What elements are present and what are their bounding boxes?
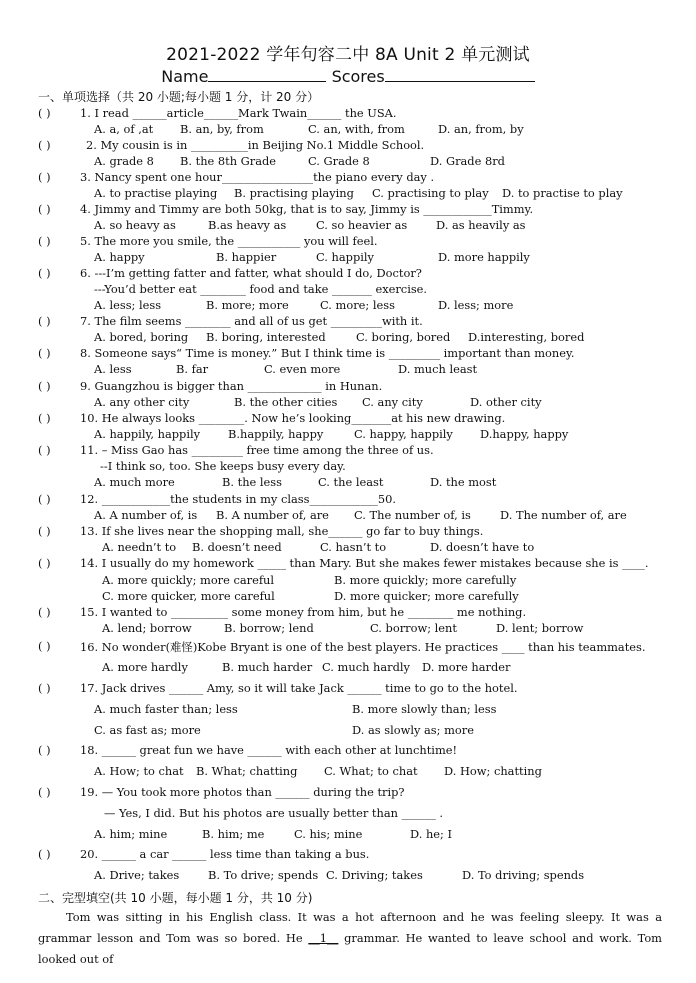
option-d: D. an, from, by — [438, 122, 524, 136]
answer-paren[interactable]: ( ) — [38, 138, 51, 152]
option-c: C. an, with, from — [308, 122, 405, 136]
cloze-blank-1[interactable]: __1__ — [308, 931, 339, 945]
question-stem: 9. Guangzhou is bigger than _____________ in Hunan. — [80, 379, 383, 393]
option-c: C. much hardly — [322, 660, 410, 674]
option-b: B. the less — [222, 475, 282, 489]
question-stem: 14. I usually do my homework _____ than Mary. But she makes fewer mistakes because she is ____. — [80, 556, 649, 570]
option-b: B.happily, happy — [228, 427, 324, 441]
option-a: A. A number of, is — [94, 508, 198, 522]
option-a: A. less; less — [94, 298, 162, 312]
question-stem-continued: — Yes, I did. But his photos are usually better than ______ . — [104, 806, 444, 820]
option-c: C. The number of, is — [354, 508, 471, 522]
name-scores-line — [0, 66, 696, 86]
option-b: B. practising playing — [234, 186, 354, 200]
answer-paren[interactable]: ( ) — [38, 639, 51, 653]
option-d: D. The number of, are — [500, 508, 627, 522]
scores-label: Scores — [331, 67, 385, 86]
option-d: D. as heavily as — [436, 218, 526, 232]
option-a: A. bored, boring — [94, 330, 189, 344]
question-stem: 6. ---I’m getting fatter and fatter, what should I do, Doctor? — [80, 266, 422, 280]
option-a: A. much faster than; less — [94, 702, 238, 716]
option-d: D. to practise to play — [502, 186, 623, 200]
option-b: B. more; more — [206, 298, 289, 312]
question-stem: 4. Jimmy and Timmy are both 50kg, that is to say, Jimmy is ____________Timmy. — [80, 202, 534, 216]
option-d: D. other city — [470, 395, 542, 409]
option-b: B. To drive; spends — [208, 868, 319, 882]
page-title: 2021-2022 学年句容二中 8A Unit 2 单元测试 — [166, 45, 530, 65]
option-d: D. Grade 8rd — [430, 154, 505, 168]
option-b: B.as heavy as — [208, 218, 287, 232]
option-a: A. happy — [94, 250, 145, 264]
option-c: C. borrow; lent — [370, 621, 457, 635]
option-c: C. the least — [318, 475, 384, 489]
option-b: B. more slowly than; less — [352, 702, 497, 716]
question-stem: 3. Nancy spent one hour________________the piano every day . — [80, 170, 435, 184]
option-b: B. A number of, are — [216, 508, 329, 522]
passage-text: grammar. He wanted to leave school and work. Tom looked out of — [38, 931, 662, 966]
cloze-passage — [38, 907, 662, 970]
answer-paren[interactable]: ( ) — [38, 524, 51, 538]
option-c: C. hasn’t to — [320, 540, 387, 554]
option-a: A. lend; borrow — [102, 621, 192, 635]
option-a: A. a, of ,at — [94, 122, 154, 136]
option-b: B. the 8th Grade — [180, 154, 277, 168]
option-d: D. more harder — [422, 660, 511, 674]
option-c: C. happy, happily — [354, 427, 453, 441]
passage-text: Tom was sitting in his English class. It was a hot afternoon and he was feeling sleepy. It was a grammar lesson and Tom was so bored. He — [38, 910, 662, 945]
question-stem: 13. If she lives near the shopping mall, she______ go far to buy things. — [80, 524, 484, 538]
option-a: A. much more — [94, 475, 175, 489]
question-stem: 12. ____________the students in my class____________50. — [80, 492, 396, 506]
answer-paren[interactable]: ( ) — [38, 785, 51, 799]
question-stem: 16. No wonder(难怪)Kobe Bryant is one of the best players. He practices ____ than his teammates. — [80, 640, 646, 654]
option-b: B. the other cities — [234, 395, 338, 409]
question-stem: 7. The film seems ________ and all of us get _________with it. — [80, 314, 423, 328]
question-stem: 15. I wanted to __________ some money from him, but he ________ me nothing. — [80, 605, 527, 619]
option-c: C. more quicker, more careful — [102, 589, 275, 603]
question-stem-continued: --I think so, too. She keeps busy every day. — [100, 459, 346, 473]
option-d: D. he; I — [410, 827, 453, 841]
option-c: C. his; mine — [294, 827, 363, 841]
option-b: B. more quickly; more carefully — [334, 573, 517, 587]
question-stem: 19. — You took more photos than ______ during the trip? — [80, 785, 405, 799]
option-c: C. Driving; takes — [326, 868, 423, 882]
option-d: D. the most — [430, 475, 497, 489]
option-a: A. How; to chat — [94, 764, 184, 778]
answer-paren[interactable]: ( ) — [38, 411, 51, 425]
option-a: A. more quickly; more careful — [102, 573, 275, 587]
option-d: D. doesn’t have to — [430, 540, 535, 554]
option-b: B. far — [176, 362, 209, 376]
option-d: D.happy, happy — [480, 427, 569, 441]
name-blank[interactable] — [208, 66, 326, 82]
option-c: C. What; to chat — [324, 764, 418, 778]
option-a: A. him; mine — [94, 827, 168, 841]
question-stem: 2. My cousin is in __________in Beijing No.1 Middle School. — [86, 138, 425, 152]
option-c: C. happily — [316, 250, 374, 264]
section-2-heading: 二、完型填空(共 10 小题，每小题 1 分，共 10 分) — [38, 891, 313, 905]
question-stem: 1. I read ______article______Mark Twain______ the USA. — [80, 106, 397, 120]
option-a: A. grade 8 — [94, 154, 154, 168]
option-b: B. borrow; lend — [224, 621, 314, 635]
option-d: D. lent; borrow — [496, 621, 584, 635]
name-label: Name — [161, 67, 209, 86]
answer-paren[interactable]: ( ) — [38, 170, 51, 184]
option-b: B. boring, interested — [206, 330, 326, 344]
option-b: B. much harder — [222, 660, 313, 674]
option-a: A. to practise playing — [94, 186, 218, 200]
option-c: C. as fast as; more — [94, 723, 201, 737]
question-stem: 5. The more you smile, the ___________ you will feel. — [80, 234, 378, 248]
question-stem: 20. ______ a car ______ less time than taking a bus. — [80, 847, 370, 861]
option-c: C. so heavier as — [316, 218, 408, 232]
answer-paren[interactable]: ( ) — [38, 314, 51, 328]
option-d: D. How; chatting — [444, 764, 542, 778]
question-stem: 8. Someone says“ Time is money.” But I think time is _________ important than money. — [80, 346, 575, 360]
option-d: D. more quicker; more carefully — [334, 589, 519, 603]
option-d: D. as slowly as; more — [352, 723, 474, 737]
question-stem: 10. He always looks ________. Now he’s looking_______at his new drawing. — [80, 411, 506, 425]
option-a: A. more hardly — [102, 660, 188, 674]
answer-paren[interactable]: ( ) — [38, 556, 51, 570]
option-b: B. What; chatting — [196, 764, 298, 778]
option-a: A. so heavy as — [94, 218, 176, 232]
option-c: C. any city — [362, 395, 423, 409]
option-a: A. needn’t to — [102, 540, 177, 554]
answer-paren[interactable]: ( ) — [38, 202, 51, 216]
answer-paren[interactable]: ( ) — [38, 847, 51, 861]
option-d: D.interesting, bored — [468, 330, 585, 344]
answer-paren[interactable]: ( ) — [38, 379, 51, 393]
question-stem: 17. Jack drives ______ Amy, so it will take Jack ______ time to go to the hotel. — [80, 681, 518, 695]
answer-paren[interactable]: ( ) — [38, 443, 51, 457]
option-c: C. even more — [264, 362, 341, 376]
option-b: B. doesn’t need — [192, 540, 282, 554]
option-b: B. happier — [216, 250, 277, 264]
question-stem-continued: ---You’d better eat ________ food and take _______ exercise. — [94, 282, 428, 296]
answer-paren[interactable]: ( ) — [38, 681, 51, 695]
question-stem: 18. ______ great fun we have ______ with each other at lunchtime! — [80, 743, 458, 757]
answer-paren[interactable]: ( ) — [38, 492, 51, 506]
answer-paren[interactable]: ( ) — [38, 266, 51, 280]
option-a: A. any other city — [94, 395, 190, 409]
answer-paren[interactable]: ( ) — [38, 743, 51, 757]
option-a: A. happily, happily — [94, 427, 201, 441]
option-d: D. more happily — [438, 250, 530, 264]
section-1-heading: 一、单项选择（共 20 小题;每小题 1 分，计 20 分） — [38, 90, 320, 104]
option-c: C. practising to play — [372, 186, 489, 200]
option-a: A. Drive; takes — [94, 868, 180, 882]
option-d: D. less; more — [438, 298, 514, 312]
option-b: B. an, by, from — [180, 122, 264, 136]
answer-paren[interactable]: ( ) — [38, 106, 51, 120]
option-d: D. much least — [398, 362, 478, 376]
answer-paren[interactable]: ( ) — [38, 234, 51, 248]
option-a: A. less — [94, 362, 132, 376]
answer-paren[interactable]: ( ) — [38, 346, 51, 360]
option-c: C. boring, bored — [356, 330, 451, 344]
option-c: C. more; less — [320, 298, 395, 312]
answer-paren[interactable]: ( ) — [38, 605, 51, 619]
question-stem: 11. – Miss Gao has _________ free time among the three of us. — [80, 443, 434, 457]
option-c: C. Grade 8 — [308, 154, 370, 168]
option-b: B. him; me — [202, 827, 265, 841]
scores-blank[interactable] — [385, 66, 535, 82]
option-d: D. To driving; spends — [462, 868, 585, 882]
